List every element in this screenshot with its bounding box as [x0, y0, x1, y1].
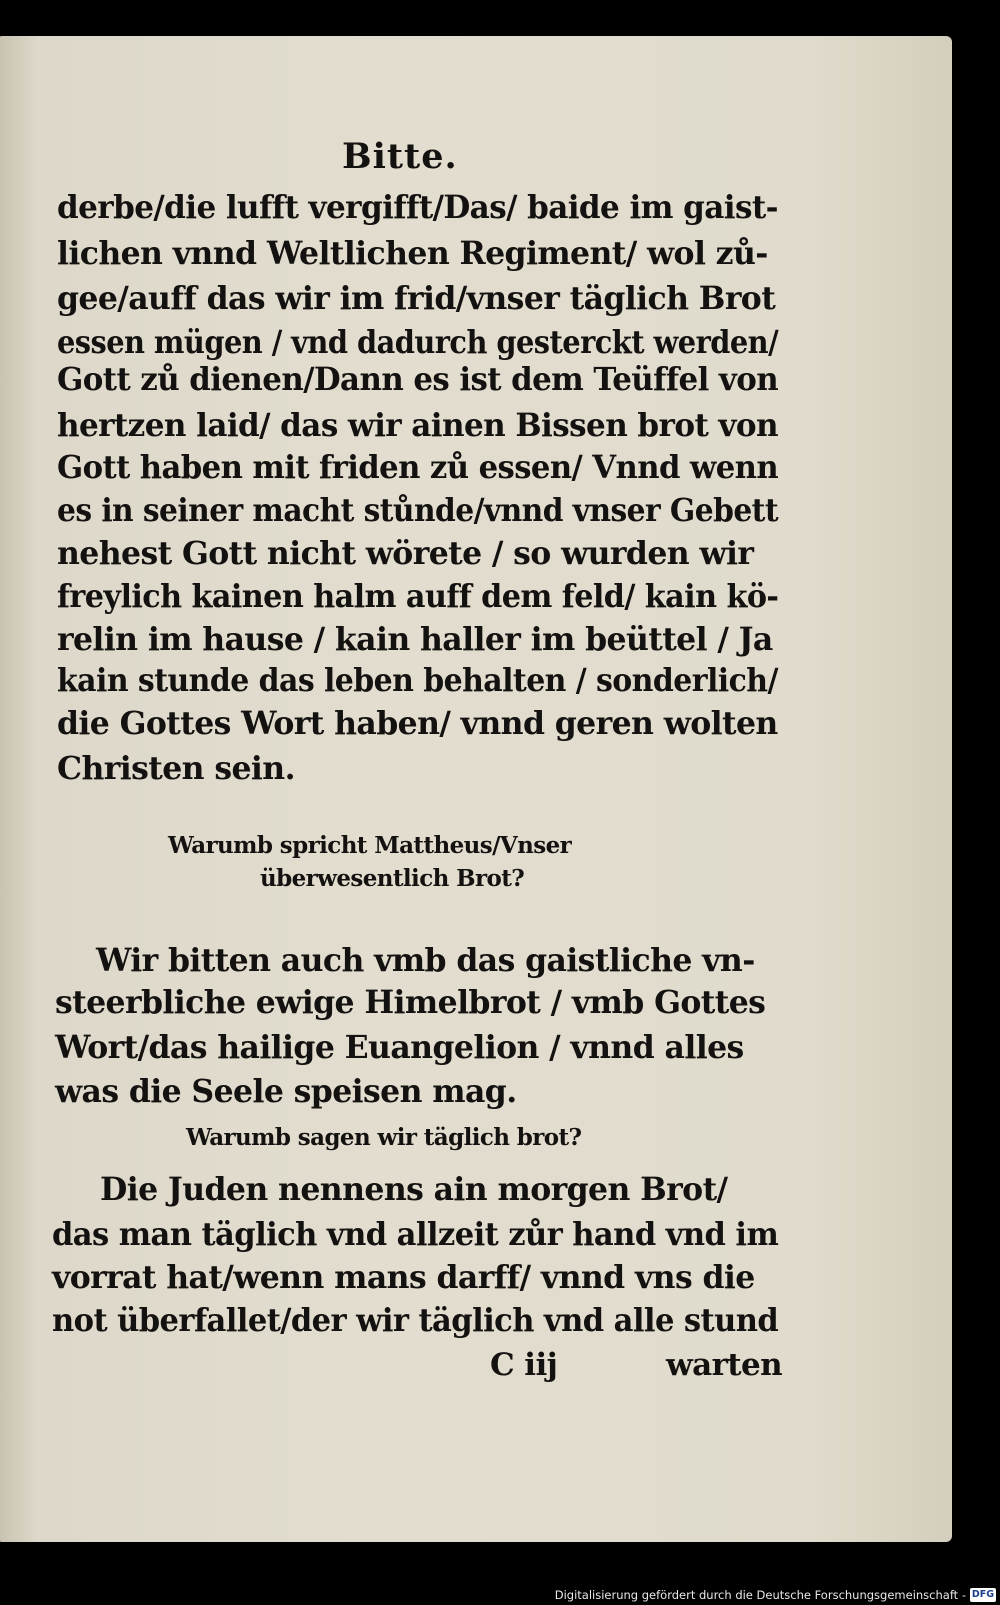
dfg-logo-icon: DFG: [971, 1589, 995, 1600]
body-line: nehest Gott nicht wörete / so wurden wir: [57, 535, 754, 572]
body-line: not überfallet/der wir täglich vnd alle stund: [52, 1302, 779, 1339]
body-line: Gott zů dienen/Dann es ist dem Teüffel von: [57, 361, 779, 398]
body-line: Wir bitten auch vmb das gaistliche vn-: [96, 942, 755, 979]
body-line: hertzen laid/ das wir ainen Bissen brot von: [57, 407, 778, 444]
signature-mark: C iij: [490, 1347, 558, 1383]
digitization-credit: Digitalisierung gefördert durch die Deutsche Forschungsgemeinschaft -: [554, 1588, 966, 1602]
body-line: steerbliche ewige Himelbrot / vmb Gottes: [55, 984, 766, 1021]
body-line: relin im hause / kain haller im beüttel / Ja: [57, 621, 773, 658]
body-line: vorrat hat/wenn mans darff/ vnnd vns die: [52, 1259, 755, 1296]
body-line: essen mügen / vnd dadurch gesterckt werden/: [57, 324, 779, 361]
body-line: Wort/das hailige Euangelion / vnnd alles: [55, 1029, 744, 1066]
body-line: Christen sein.: [57, 750, 295, 787]
running-head: Bitte.: [342, 136, 458, 177]
body-line: es in seiner macht stůnde/vnnd vnser Gebett: [57, 492, 779, 529]
question-heading: überwesentlich Brot?: [260, 865, 525, 892]
body-line: die Gottes Wort haben/ vnnd geren wolten: [57, 705, 778, 742]
body-line: derbe/die lufft vergifft/Das/ baide im gaist-: [57, 189, 778, 226]
body-line: kain stunde das leben behalten / sonderlich/: [57, 662, 778, 699]
body-line: gee/auff das wir im frid/vnser täglich Brot: [57, 280, 776, 317]
footer-bar: [0, 1583, 1000, 1605]
body-line: das man täglich vnd allzeit zůr hand vnd im: [52, 1216, 779, 1253]
body-line: freylich kainen halm auff dem feld/ kain kö-: [57, 578, 779, 615]
body-line: was die Seele speisen mag.: [55, 1073, 517, 1110]
body-line: Die Juden nennens ain morgen Brot/: [100, 1171, 728, 1208]
catchword: warten: [666, 1347, 783, 1383]
body-line: Gott haben mit friden zů essen/ Vnnd wenn: [57, 449, 779, 486]
question-heading: Warumb sagen wir täglich brot?: [186, 1124, 582, 1151]
question-heading: Warumb spricht Mattheus/Vnser: [168, 832, 572, 859]
body-line: lichen vnnd Weltlichen Regiment/ wol zů-: [57, 235, 768, 272]
